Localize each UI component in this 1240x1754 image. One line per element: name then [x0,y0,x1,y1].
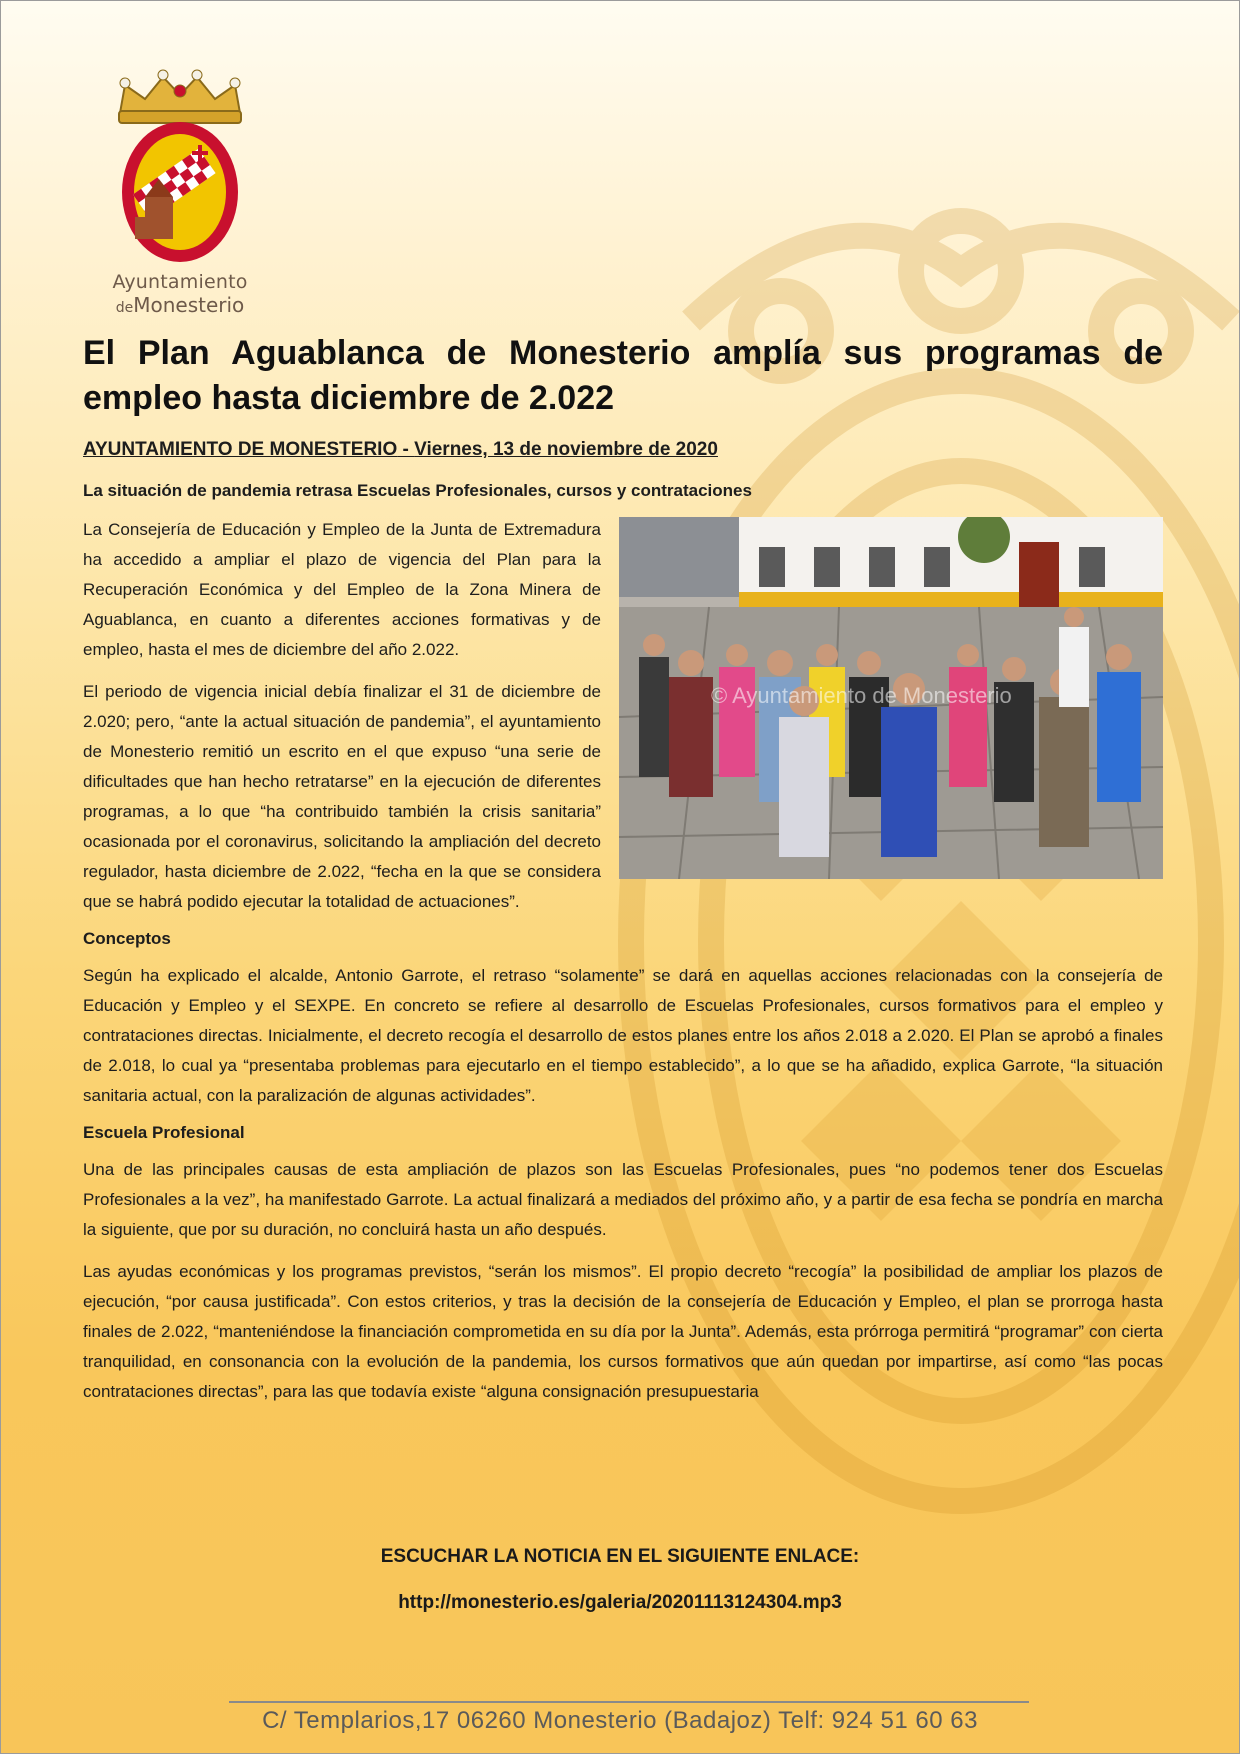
footer-divider [229,1701,1029,1703]
byline-source: AYUNTAMIENTO DE MONESTERIO [83,439,398,460]
municipal-logo [105,67,255,317]
article-byline: AYUNTAMIENTO DE MONESTERIO - Viernes, 13 de noviembre de 2020 [83,439,718,460]
footer-address: C/ Templarios,17 06260 Monesterio (Badajoz) Telf: 924 51 60 63 [262,1707,978,1734]
article-subheadline: La situación de pandemia retrasa Escuelas Profesionales, cursos y contrataciones [83,481,752,500]
article-title: El Plan Aguablanca de Monesterio amplía sus programas de empleo hasta diciembre de 2.022 [83,334,1163,417]
group-photo [619,517,1163,879]
section-heading-escuela-profesional: Escuela Profesional [83,1123,245,1142]
article [83,331,1163,1419]
logo-line-monesterio: Monesterio [133,293,245,317]
byline-date: Viernes, 13 de noviembre de 2020 [414,439,718,460]
paragraph-2: El periodo de vigencia inicial debía finalizar el 31 de diciembre de 2.020; pero, “ante la actual situación de pandemia”, el ayuntamiento de Monesterio remitió un escrito en el que expuso “una serie de dificultades que han hecho retratarse” en la ejecución de diferentes programas, a lo que “ha contribuido también la crisis sanitaria” ocasionada por el coronavirus, solicitando la ampliación del decreto regulador, hasta diciembre de 2.022, “fecha en la que se considera que se habrá podido ejecutar la totalidad de actuaciones”. [83,682,601,911]
paragraph-5: Las ayudas económicas y los programas previstos, “serán los mismos”. El propio decreto “recogía” la posibilidad de ampliar los plazos de ejecución, “por causa justificada”. Con estos criterios, y tras la decisión de la consejería de Educación y Empleo, el plan se prorroga hasta finales de 2.022, “manteniéndose la financiación comprometida en su día por la Junta”. Además, esta prórroga permitirá “programar” con cierta tranquilidad, en consonancia con la evolución de la pandemia, los cursos formativos que aún quedan por impartirse, así como “las pocas contrataciones directas”, para las que todavía existe “alguna consignación presupuestaria [83,1262,1163,1401]
logo-line-ayuntamiento: Ayuntamiento [112,271,248,293]
logo-line-de: de [115,300,134,316]
audio-link-block [1,1546,1239,1614]
coat-of-arms-icon [105,67,255,267]
section-heading-conceptos: Conceptos [83,929,171,948]
audio-link-url[interactable]: http://monesterio.es/galeria/20201113124304.mp3 [398,1592,842,1613]
audio-link-label: ESCUCHAR LA NOTICIA EN EL SIGUIENTE ENLACE: [380,1546,860,1567]
paragraph-4: Una de las principales causas de esta ampliación de plazos son las Escuelas Profesionales, pues “no podemos tener dos Escuelas Profesionales a la vez”, ha manifestado Garrote. La actual finalizará a mediados del próximo año, y a partir de esa fecha se pondría en marcha la siguiente, que por su duración, no concluirá hasta un año después. [83,1160,1163,1239]
paragraph-3: Según ha explicado el alcalde, Antonio Garrote, el retraso “solamente” se dará en aquellas acciones relacionadas con la consejería de Educación y Empleo y el SEXPE. En concreto se refiere al desarrollo de Escuelas Profesionales, cursos formativos para el empleo y contrataciones directas. Inicialmente, el decreto recogía el desarrollo de estos planes entre los años 2.018 a 2.020. El Plan se aprobó a finales de 2.018, lo cual ya “presentaba problemas para ejecutarlo en el tiempo establecido”, a lo que se ha añadido, explica Garrote, “la situación sanitaria actual, con la paralización de algunas actividades”. [83,966,1163,1105]
paragraph-1: La Consejería de Educación y Empleo de la Junta de Extremadura ha accedido a ampliar el plazo de vigencia del Plan para la Recuperación Económica y del Empleo de la Zona Minera de Aguablanca, en cuanto a diferentes acciones formativas y de empleo, hasta el mes de diciembre del año 2.022. [83,520,601,659]
photo-watermark: © Ayuntamiento de Monesterio [711,683,1012,708]
